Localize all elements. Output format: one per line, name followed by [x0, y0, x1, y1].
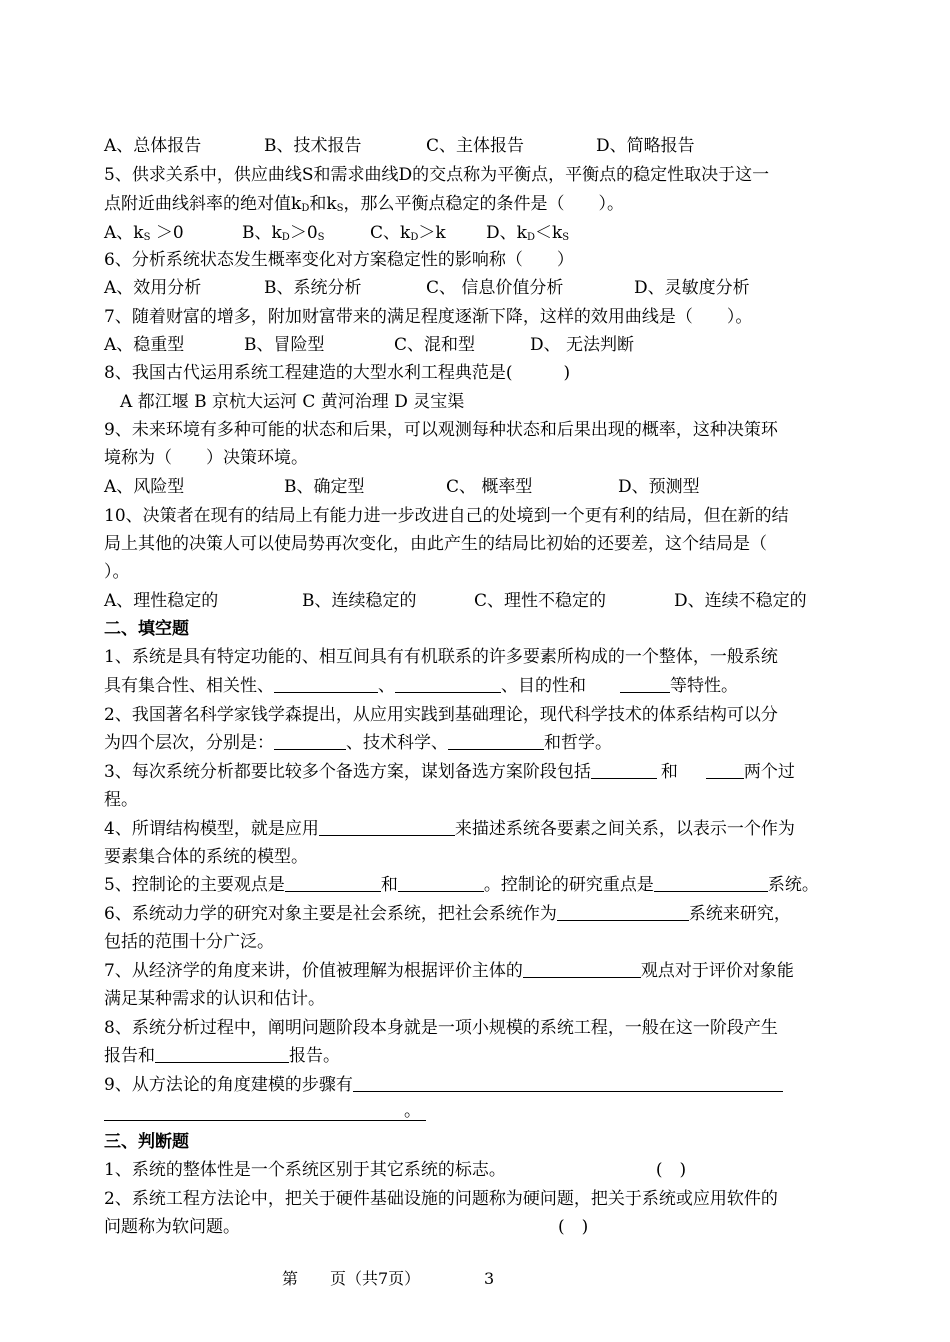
q5-sub-s: S [336, 203, 344, 214]
q6-options [104, 277, 750, 299]
q10-option-c: C、理性不稳定的 [474, 591, 607, 611]
judge-1-answer-paren[interactable]: ( ) [655, 1160, 687, 1180]
page-number: 3 [484, 1269, 495, 1288]
q4-options [104, 135, 695, 157]
judge-2-line-1: 2、系统工程方法论中，把关于硬件基础设施的问题称为硬问题，把关于系统或应用软件的 [104, 1189, 778, 1209]
page-footer-label: 第 页（共7页） [282, 1269, 421, 1288]
answer-blank[interactable] [285, 875, 381, 892]
q10-option-a: A、理性稳定的 [104, 591, 219, 611]
q4-option-b: B、技术报告 [264, 136, 362, 156]
answer-blank[interactable] [448, 733, 544, 750]
q5-option-d: D、$k_D<k_S$ [486, 223, 570, 243]
q8-options: A 都江堰 B 京杭大运河 C 黄河治理 D 灵宝渠 [120, 392, 465, 412]
q7-option-a: A、稳重型 [104, 335, 185, 355]
fill-3-line-2: 程。 [104, 790, 138, 810]
judge-2-line-2: 问题称为软问题。 ( ) [104, 1217, 589, 1237]
answer-blank[interactable] [274, 733, 346, 750]
answer-blank[interactable] [523, 961, 641, 978]
q5-line-2 [104, 193, 624, 220]
fill-7-line-1: 7、从经济学的角度来讲，价值被理解为根据评价主体的 观点对于评价对象能 [104, 961, 794, 981]
q10-options [104, 590, 807, 612]
answer-blank[interactable] [398, 875, 484, 892]
q7-option-c: C、混和型 [394, 335, 476, 355]
fill-4-line-2: 要素集合体的系统的模型。 [104, 847, 308, 867]
q9-line-2: 境称为（ ）决策环境。 [104, 448, 308, 468]
fill-6-line-2: 包括的范围十分广泛。 [104, 932, 274, 952]
q5-option-c: C、$k_D>k$ [370, 223, 446, 243]
judge-2-answer-paren[interactable]: ( ) [558, 1217, 589, 1237]
judge-1: 1、系统的整体性是一个系统区别于其它系统的标志。 ( ) [104, 1160, 687, 1180]
q10-line-3: ）。 [104, 562, 130, 582]
q9-option-d: D、预测型 [618, 477, 700, 497]
answer-blank[interactable] [319, 819, 455, 836]
section-heading-true-false: 三、判断题 [104, 1132, 189, 1152]
q5-options [104, 222, 569, 249]
q5-line-2-b: 和k [309, 194, 337, 214]
q5-sub-d: D [301, 203, 310, 214]
answer-blank[interactable] [274, 676, 378, 693]
q10-option-b: B、连续稳定的 [302, 591, 417, 611]
fill-4-line-1: 4、所谓结构模型，就是应用 来描述系统各要素之间关系，以表示一个作为 [104, 819, 795, 839]
fill-2-line-1: 2、我国著名科学家钱学森提出，从应用实践到基础理论，现代科学技术的体系结构可以分 [104, 705, 778, 725]
q9-option-a: A、风险型 [104, 477, 185, 497]
q10-line-2: 局上其他的决策人可以使局势再次变化，由此产生的结局比初始的还要差，这个结局是（ [104, 534, 767, 554]
q4-option-a: A、总体报告 [104, 136, 202, 156]
q7-question: 7、随着财富的增多，附加财富带来的满足程度逐渐下降，这样的效用曲线是（ ）。 [104, 307, 753, 327]
answer-blank[interactable] [706, 762, 744, 779]
q9-option-c: C、 概率型 [446, 477, 533, 497]
answer-blank[interactable] [353, 1075, 783, 1092]
q6-question: 6、分析系统状态发生概率变化对方案稳定性的影响称（ ） [104, 250, 574, 270]
q7-option-d: D、 无法判断 [530, 335, 635, 355]
q6-option-a: A、效用分析 [104, 278, 202, 298]
fill-8-line-1: 8、系统分析过程中，阐明问题阶段本身就是一项小规模的系统工程，一般在这一阶段产生 [104, 1018, 778, 1038]
q6-option-b: B、系统分析 [264, 278, 362, 298]
answer-blank[interactable] [591, 762, 657, 779]
q6-option-d: D、灵敏度分析 [634, 278, 750, 298]
q5-line-2-a: 点附近曲线斜率的绝对值k [104, 194, 302, 214]
fill-3-line-1: 3、每次系统分析都要比较多个备选方案，谋划备选方案阶段包括 和 两个过 [104, 762, 795, 782]
q5-line-1: 5、供求关系中，供应曲线S和需求曲线D的交点称为平衡点，平衡点的稳定性取决于这一 [104, 165, 770, 185]
fill-1-line-1: 1、系统是具有特定功能的、相互间具有有机联系的许多要素所构成的一个整体，一般系统 [104, 647, 778, 667]
fill-9-line-2 [104, 1102, 426, 1124]
q9-options [104, 476, 700, 498]
q5-option-b: B、$k_D>0_S$ [242, 223, 325, 243]
answer-blank[interactable]: 。 [104, 1104, 426, 1121]
fill-6-line-1: 6、系统动力学的研究对象主要是社会系统，把社会系统作为 系统来研究， [104, 904, 791, 924]
answer-blank[interactable] [395, 676, 501, 693]
q4-option-c: C、主体报告 [426, 136, 525, 156]
q9-option-b: B、确定型 [284, 477, 365, 497]
fill-1-line-2: 具有集合性、相关性、 、 、目的性和 等特性。 [104, 676, 738, 696]
fill-5-line-1: 5、控制论的主要观点是 和 。控制论的研究重点是 系统。 [104, 875, 819, 895]
q10-line-1: 10、决策者在现有的结局上有能力进一步改进自己的处境到一个更有利的结局，但在新的结 [104, 506, 789, 526]
answer-blank[interactable] [155, 1046, 289, 1063]
fill-9-line-1: 9、从方法论的角度建模的步骤有 [104, 1074, 783, 1096]
fill-8-line-2: 报告和 报告。 [104, 1046, 340, 1066]
q5-option-a: A、$k_S >0$ [104, 223, 184, 243]
q8-question: 8、我国古代运用系统工程建造的大型水利工程典范是( ) [104, 363, 571, 383]
answer-blank[interactable] [557, 904, 689, 921]
q6-option-c: C、 信息价值分析 [426, 278, 564, 298]
q9-line-1: 9、未来环境有多种可能的状态和后果，可以观测每种状态和后果出现的概率，这种决策环 [104, 420, 778, 440]
q5-line-2-c: ，那么平衡点稳定的条件是（ ）。 [343, 194, 625, 214]
section-heading-fill-in: 二、填空题 [104, 619, 189, 639]
q4-option-d: D、简略报告 [596, 136, 695, 156]
answer-blank[interactable] [620, 676, 670, 693]
fill-2-line-2: 为四个层次，分别是： 、技术科学、 和哲学。 [104, 733, 612, 753]
fill-7-line-2: 满足某种需求的认识和估计。 [104, 989, 325, 1009]
q10-option-d: D、连续不稳定的 [674, 591, 807, 611]
q7-options [104, 334, 634, 356]
q7-option-b: B、冒险型 [244, 335, 325, 355]
answer-blank[interactable] [654, 875, 768, 892]
